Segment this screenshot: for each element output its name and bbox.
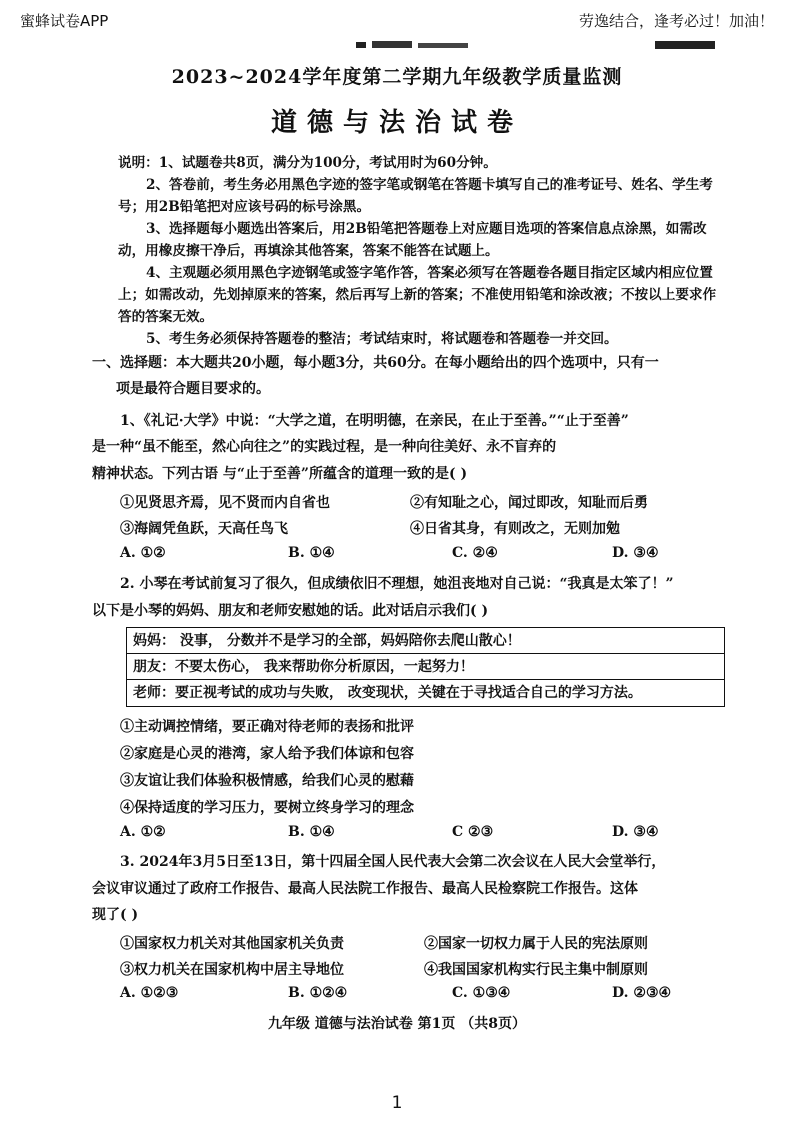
exam-instructions xyxy=(118,152,728,350)
section-heading-line2: 项是最符合题目要求的。 xyxy=(116,381,270,397)
note-2: 2、答卷前，考生务必用黑色字迹的签字笔或钢笔在答题卡填写自己的准考证号、姓名、学生考号；用2B铅笔把对应该号码的标号涂黑。 xyxy=(118,177,713,215)
q2-statement-1: ①主动调控情绪，要正确对待老师的表扬和批评 xyxy=(120,719,414,735)
q3-option-b[interactable]: B. ①②④ xyxy=(288,985,348,1001)
q3-statement-2: ②国家一切权力属于人民的宪法原则 xyxy=(424,936,648,952)
page-number: 1 xyxy=(391,1093,403,1113)
q3-stem-line2: 会议审议通过了政府工作报告、最高人民法院工作报告、最高人民检察院工作报告。这体 xyxy=(92,881,638,897)
note-3: 3、选择题每小题选出答案后，用2B铅笔把答题卷上对应题目选项的答案信息点涂黑，如需改动，用橡皮擦干净后，再填涂其他答案，答案不能答在试题上。 xyxy=(118,221,707,259)
q1-option-b[interactable]: B. ①④ xyxy=(288,545,335,561)
dialog-table xyxy=(126,627,725,707)
note-1: 说明：1、试题卷共8页，满分为100分，考试用时为60分钟。 xyxy=(118,155,497,171)
q2-statement-3: ③友谊让我们体验积极情感，给我们心灵的慰藉 xyxy=(120,773,414,789)
note-5: 5、考生务必须保持答题卷的整洁；考试结束时，将试题卷和答题卷一并交回。 xyxy=(146,331,618,347)
q3-option-a[interactable]: A. ①②③ xyxy=(120,985,179,1001)
q2-option-c[interactable]: C ②③ xyxy=(452,824,494,840)
q3-stem-line1: 3. 2024年3月5日至13日，第十四届全国人民代表大会第二次会议在人民大会堂举行， xyxy=(120,854,666,870)
q3-option-c[interactable]: C. ①③④ xyxy=(452,985,511,1001)
section-heading-line1: 一、选择题：本大题共20小题，每小题3分，共60分。在每小题给出的四个选项中，只有一 xyxy=(92,355,659,371)
q1-option-a[interactable]: A. ①② xyxy=(120,545,166,561)
q2-option-b[interactable]: B. ①④ xyxy=(288,824,335,840)
q2-statement-2: ②家庭是心灵的港湾，家人给予我们体谅和包容 xyxy=(120,746,414,762)
dialog-mother: 妈妈： 没事， 分数并不是学习的全部，妈妈陪你去爬山散心！ xyxy=(127,628,724,654)
q2-option-d[interactable]: D. ③④ xyxy=(612,824,659,840)
q2-stem-line1: 2. 小琴在考试前复习了很久，但成绩依旧不理想，她沮丧地对自己说：“我真是太笨了！” xyxy=(120,576,674,592)
q3-stem-line3: 现了( ) xyxy=(92,907,139,923)
app-header xyxy=(20,10,774,34)
exam-title: 2023~2024学年度第二学期九年级教学质量监测 xyxy=(171,66,623,88)
q1-statement-4: ④日省其身，有则改之，无则加勉 xyxy=(410,521,620,537)
scan-smudge xyxy=(0,40,794,52)
q2-stem-line2: 以下是小琴的妈妈、朋友和老师安慰她的话。此对话启示我们( ) xyxy=(92,603,489,619)
q1-option-c[interactable]: C. ②④ xyxy=(452,545,498,561)
q1-stem-line2: 是一种“虽不能至，然心向往之”的实践过程，是一种向往美好、永不盲弃的 xyxy=(92,439,557,455)
q1-statement-2: ②有知耻之心，闻过即改，知耻而后勇 xyxy=(410,495,648,511)
q3-statement-1: ①国家权力机关对其他国家机关负责 xyxy=(120,936,344,952)
q1-stem-line1: 1、《礼记·大学》中说：“大学之道，在明明德，在亲民，在止于至善。”“止于至善” xyxy=(120,413,629,429)
q1-statement-3: ③海阔凭鱼跃，天高任鸟飞 xyxy=(120,521,288,537)
note-4: 4、主观题必须用黑色字迹钢笔或签字笔作答，答案必须写在答题卷各题目指定区域内相应位置上；如需改动，先划掉原来的答案，然后再写上新的答案；不准使用铅笔和涂改液；不按以上要求作答的答案无效。 xyxy=(118,265,717,325)
q1-statement-1: ①见贤思齐焉，见不贤而内自省也 xyxy=(120,495,330,511)
q2-option-a[interactable]: A. ①② xyxy=(120,824,166,840)
app-name: 蜜蜂试卷APP xyxy=(20,12,109,30)
q1-stem-line3: 精神状态。下列古语 与“止于至善”所蕴含的道理一致的是( ) xyxy=(92,466,468,482)
q2-statement-4: ④保持适度的学习压力，要树立终身学习的理念 xyxy=(120,800,414,816)
q3-statement-3: ③权力机关在国家机构中居主导地位 xyxy=(120,962,344,978)
page-footer: 九年级 道德与法治试卷 第1页 （共8页） xyxy=(267,1016,527,1032)
exam-subject: 道德与法治试卷 xyxy=(270,108,523,138)
q3-option-d[interactable]: D. ②③④ xyxy=(612,985,672,1001)
q3-statement-4: ④我国国家机构实行民主集中制原则 xyxy=(424,962,648,978)
dialog-friend: 朋友：不要太伤心， 我来帮助你分析原因，一起努力！ xyxy=(127,654,724,680)
dialog-teacher: 老师：要正视考试的成功与失败， 改变现状，关键在于寻找适合自己的学习方法。 xyxy=(133,685,642,701)
slogan: 劳逸结合，逢考必过！加油！ xyxy=(578,12,774,30)
q1-option-d[interactable]: D. ③④ xyxy=(612,545,659,561)
